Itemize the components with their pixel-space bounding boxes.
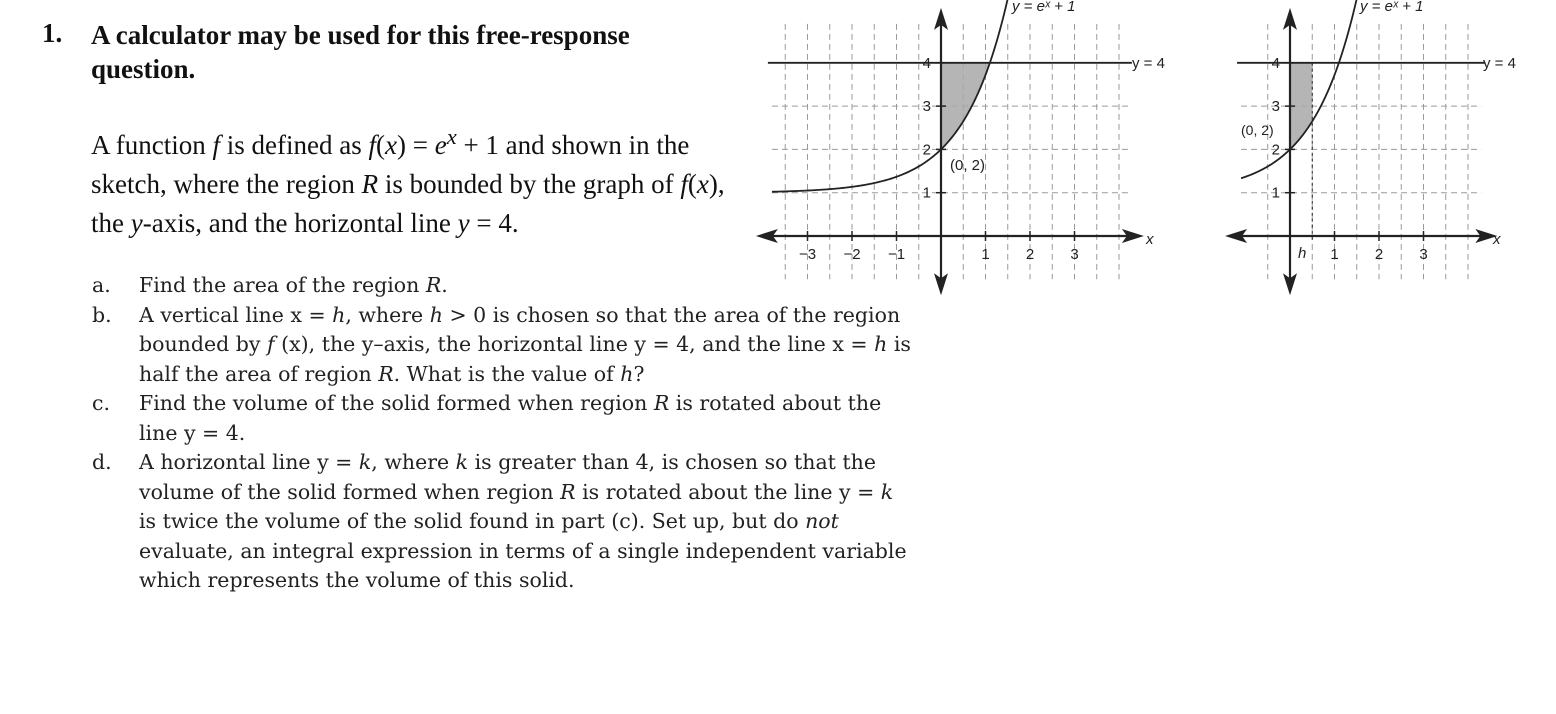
y-tick-label: 1 [1271,184,1280,202]
question-number: 1. [42,18,63,48]
line-label: y = 4 [1483,55,1516,72]
x-tick-label: −2 [843,246,861,263]
y-tick-label: 3 [1271,98,1280,116]
x-axis-label: x [1146,231,1154,248]
point-label: (0, 2) [1241,122,1274,138]
line-label: y = 4 [1132,55,1165,72]
x-tick-label: 3 [1070,246,1079,263]
part-c [92,389,912,448]
y-tick-label: 2 [922,141,931,159]
x-tick-label: 1 [981,246,990,263]
x-tick-label: 2 [1025,246,1035,263]
x-tick-label: −1 [887,246,906,263]
point-label: (0, 2) [950,157,986,174]
curve-label: y = eˣ + 1 [1360,0,1424,15]
y-tick-label: 1 [922,184,931,202]
part-d [92,448,912,596]
x-tick-label: 3 [1419,246,1428,263]
x-tick-label: −3 [798,246,817,263]
graph-left [750,0,1190,300]
part-label: b. [92,302,112,327]
y-tick-label: 4 [1271,54,1280,72]
part-b [92,301,912,390]
axes [1225,8,1497,295]
part-text: Find the area of the region R. [139,273,448,297]
h-label: h [1298,245,1307,262]
tick-labels [799,55,1079,263]
question-intro: A function f is defined as $f(x) = e^x + 1$ and shown in the sketch, where the region R is bounded by the graph of f(x), the y-axis, and the horizontal line y = 4. [91,124,725,238]
part-label: c. [92,391,110,415]
question-heading: A calculator may be used for this free-response question. [91,20,630,84]
x-axis-label: x [1493,231,1501,248]
x-tick-label: 2 [1374,246,1384,263]
y-tick-label: 4 [922,54,931,72]
y-tick-label: 2 [1271,141,1280,159]
part-label: a. [92,273,111,297]
x-tick-label: 1 [1330,246,1339,263]
part-text: A horizontal line y = k, where k is greater than 4, is chosen so that the volume of the solid formed when region R is rotated about the line y = k is twice the volume of the solid found in part (c). Set up, but do not evaluate, an integral expression in terms of a single independent variable which represents the volume of this solid. [139,450,907,592]
graph-right [1225,0,1535,300]
curve-label: y = eˣ + 1 [1012,0,1076,15]
y-tick-label: 3 [922,98,931,116]
part-text: Find the volume of the solid formed when region R is rotated about the line y = 4. [139,391,882,445]
question-parts [92,271,912,596]
part-text: A vertical line x = h, where h > 0 is chosen so that the area of the region bounded by f (x), the y–axis, the horizontal line y = 4, and the line x = h is half the area of region R. What is the value of h? [139,302,911,386]
part-label: d. [92,450,112,474]
